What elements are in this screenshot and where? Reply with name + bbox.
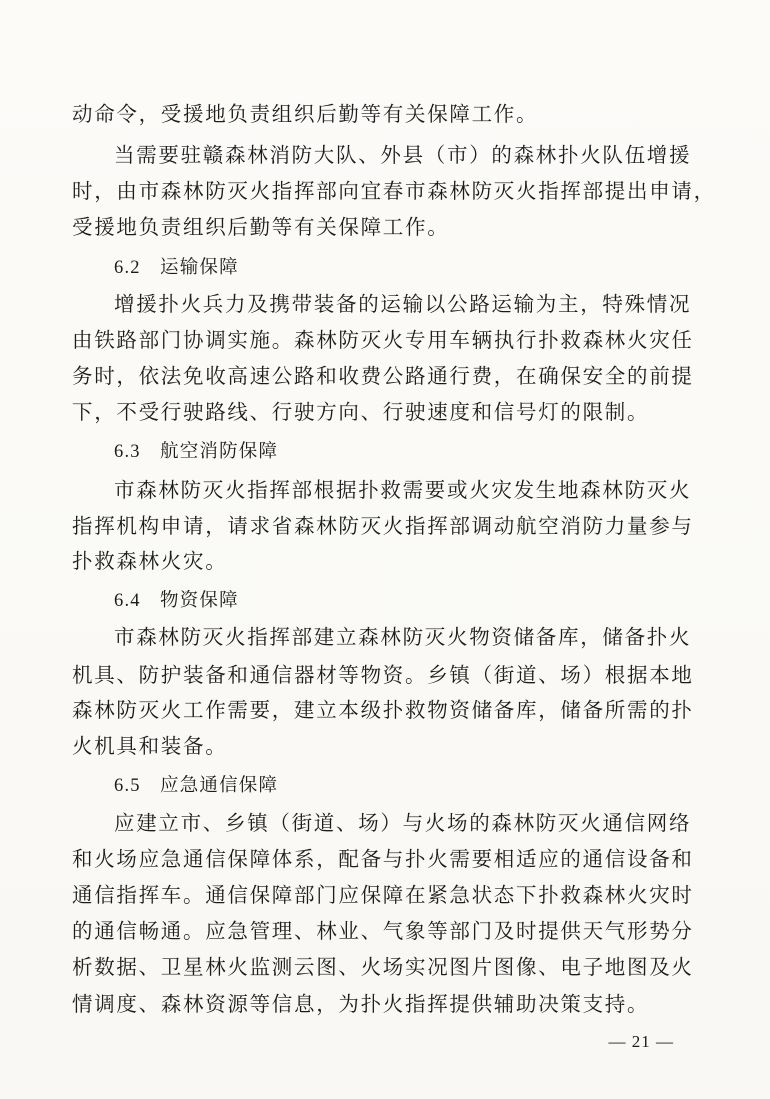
section-title: 航空消防保障 — [160, 441, 279, 462]
section-heading-6-4 — [114, 587, 239, 615]
text-line: 动命令，受援地负责组织后勤等有关保障工作。 — [72, 102, 539, 126]
text-line: 析数据、卫星林火监测云图、火场实况图片图像、电子地图及火 — [72, 955, 694, 979]
section-number: 6.3 — [114, 442, 141, 462]
text-line: 机具、防护装备和通信器材等物资。乡镇（街道、场）根据本地 — [72, 663, 694, 687]
text-line: 下，不受行驶路线、行驶方向、行驶速度和信号灯的限制。 — [72, 400, 650, 424]
text-line: 当需要驻赣森林消防大队、外县（市）的森林扑火队伍增援 — [114, 143, 692, 167]
text-line: 火机具和装备。 — [72, 734, 228, 758]
section-heading-6-5 — [114, 772, 278, 800]
section-number: 6.2 — [114, 258, 141, 278]
text-line: 森林防灭火工作需要，建立本级扑救物资储备库，储备所需的扑 — [72, 698, 694, 722]
text-line: 和火场应急通信保障体系，配备与扑火需要相适应的通信设备和 — [72, 847, 694, 871]
section-title: 物资保障 — [160, 590, 239, 611]
text-line: 受援地负责组织后勤等有关保障工作。 — [72, 215, 450, 239]
text-line: 应建立市、乡镇（街道、场）与火场的森林防灭火通信网络 — [114, 811, 692, 835]
text-line: 指挥机构申请，请求省森林防灭火指挥部调动航空消防力量参与 — [72, 514, 694, 538]
text-line: 的通信畅通。应急管理、林业、气象等部门及时提供天气形势分 — [72, 919, 694, 943]
text-line: 增援扑火兵力及携带装备的运输以公路运输为主，特殊情况 — [114, 292, 692, 316]
section-heading-6-3 — [114, 438, 278, 466]
text-line: 通信指挥车。通信保障部门应保障在紧急状态下扑救森林火灾时 — [72, 883, 694, 907]
section-number: 6.4 — [114, 591, 141, 611]
text-line: 务时，依法免收高速公路和收费公路通行费，在确保安全的前提 — [72, 364, 694, 388]
text-line: 时，由市森林防灭火指挥部向宜春市森林防灭火指挥部提出申请， — [72, 179, 716, 203]
section-title: 运输保障 — [160, 257, 239, 278]
text-line: 由铁路部门协调实施。森林防灭火专用车辆执行扑救森林火灾任 — [72, 328, 694, 352]
section-heading-6-2 — [114, 254, 239, 282]
text-line: 扑救森林火灾。 — [72, 549, 228, 573]
section-title: 应急通信保障 — [160, 775, 279, 796]
text-line: 市森林防灭火指挥部根据扑救需要或火灾发生地森林防灭火 — [114, 478, 692, 502]
text-line: 市森林防灭火指挥部建立森林防灭火物资储备库，储备扑火 — [114, 625, 692, 649]
page-number: — 21 — — [608, 1032, 674, 1051]
text-line: 情调度、森林资源等信息，为扑火指挥提供辅助决策支持。 — [72, 992, 650, 1016]
section-number: 6.5 — [114, 776, 141, 796]
